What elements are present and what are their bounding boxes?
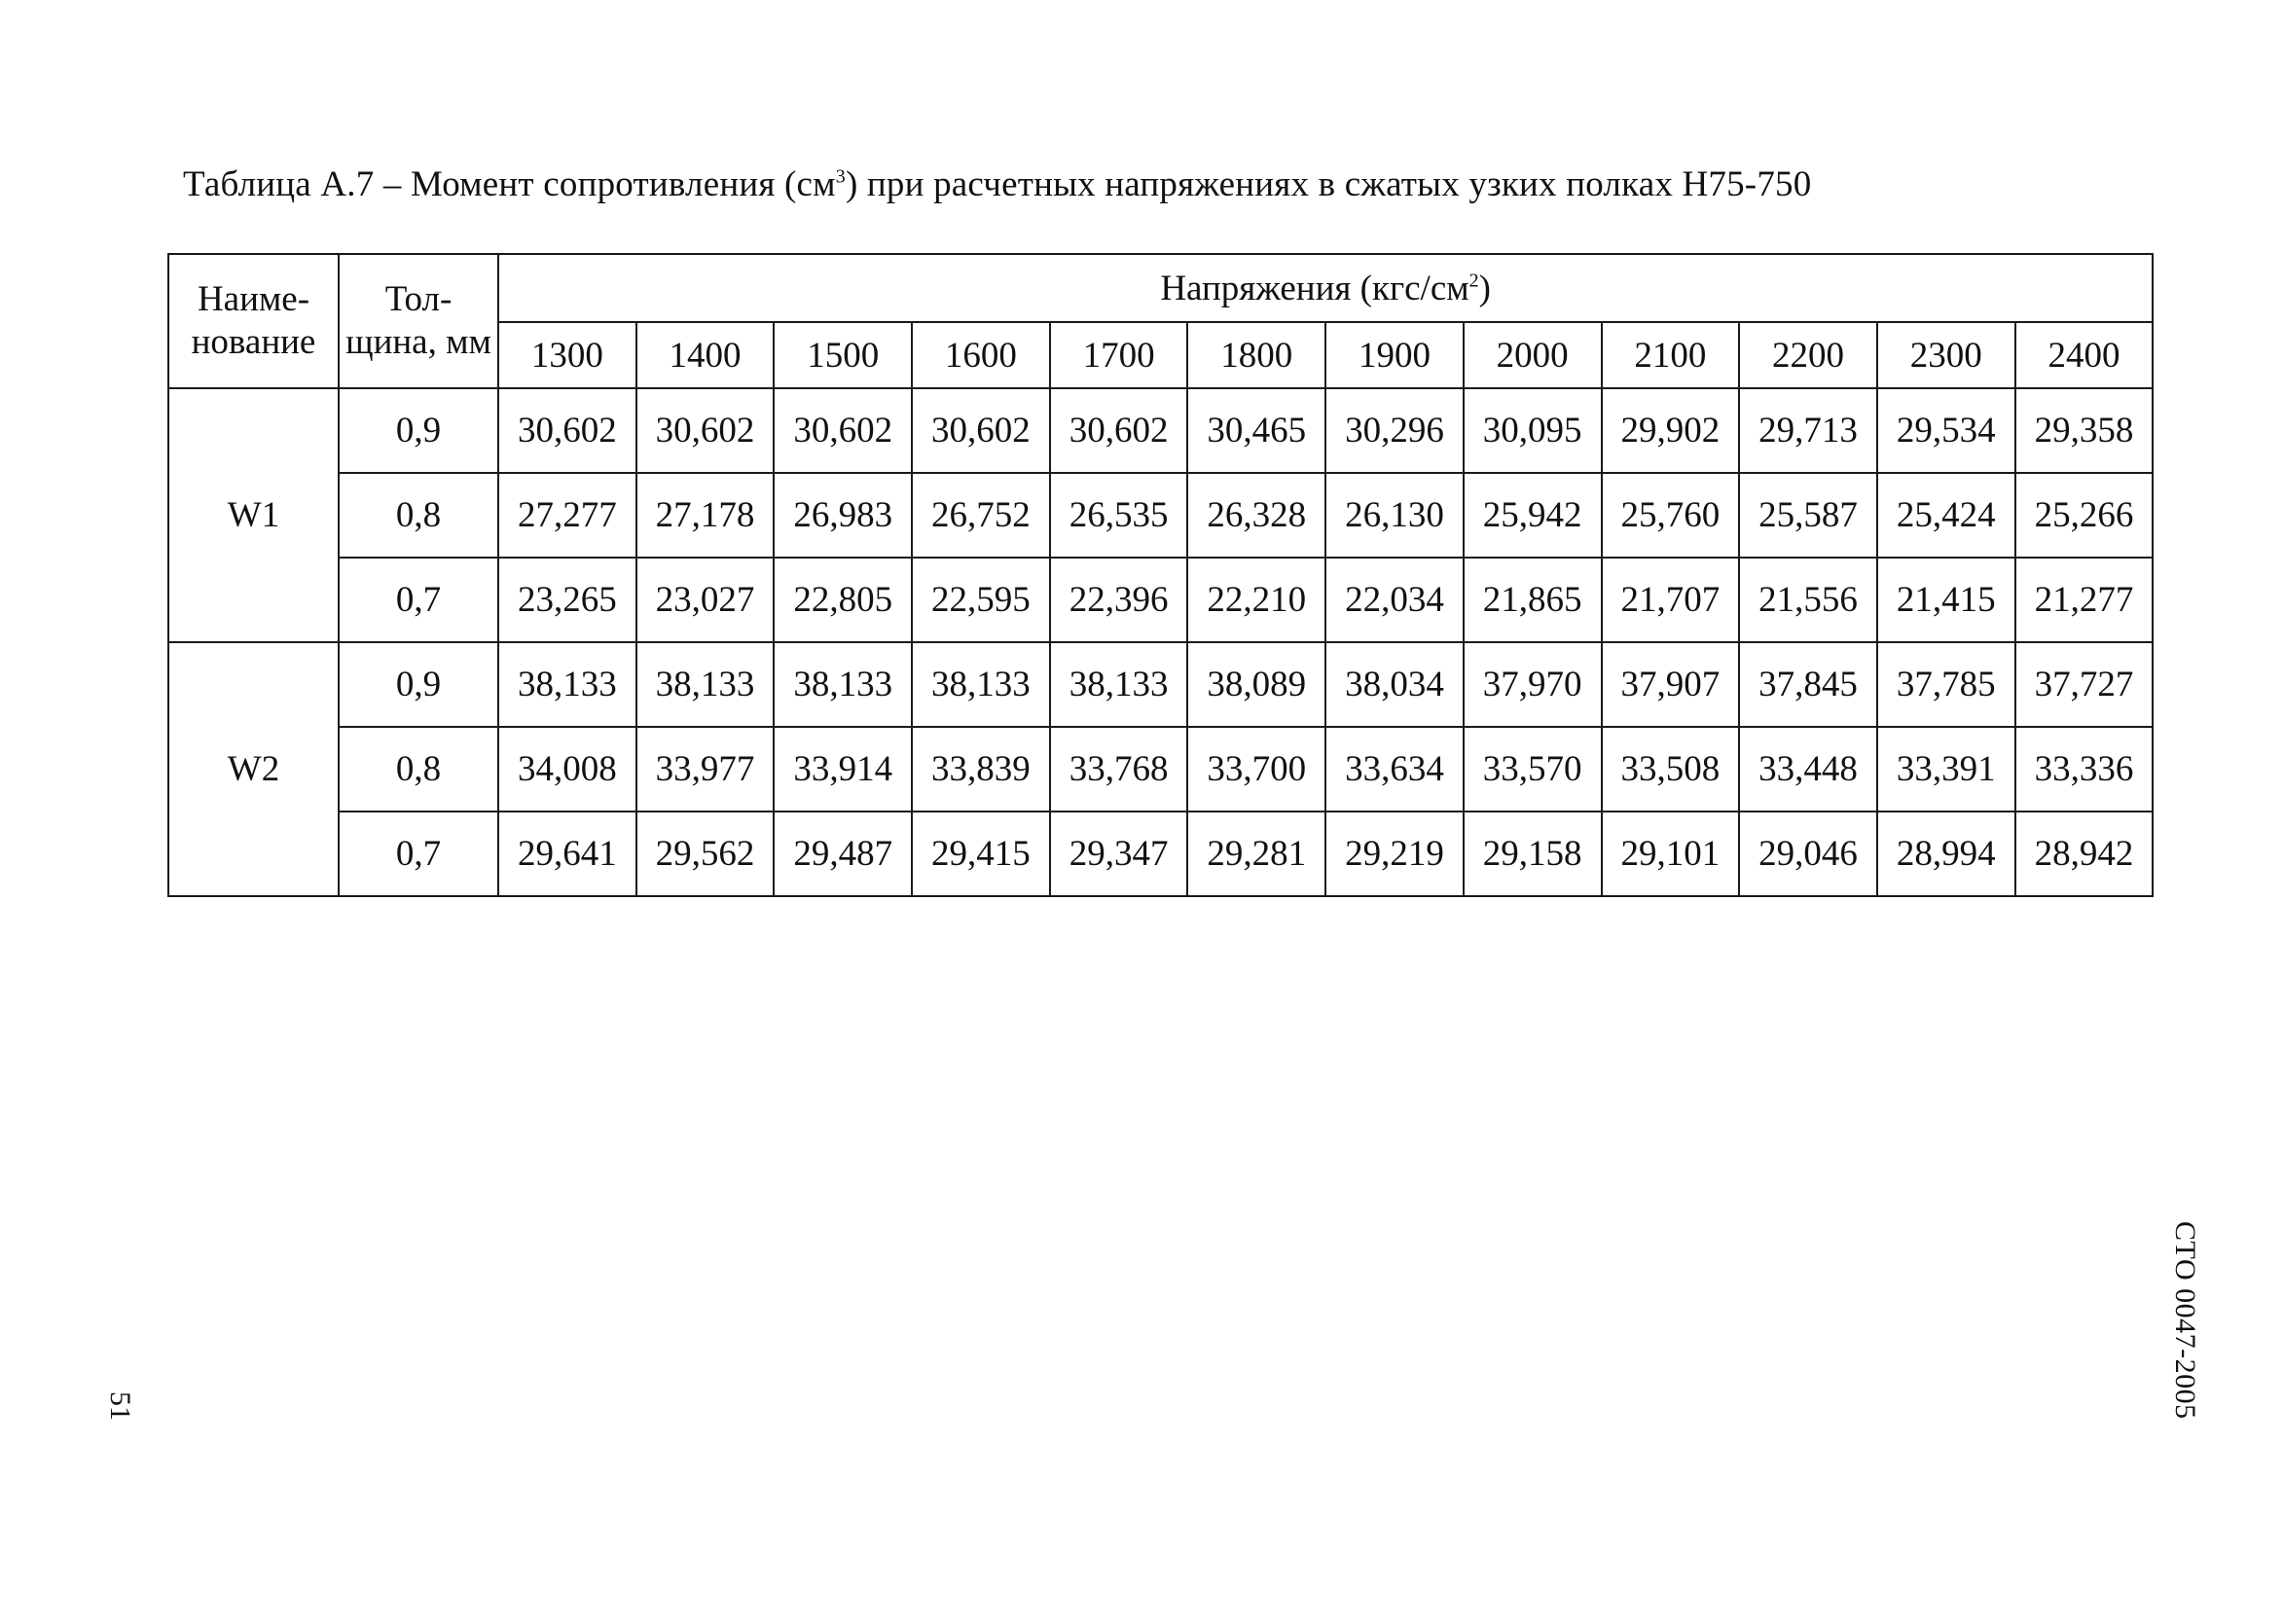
value-cell: 29,902	[1602, 388, 1740, 473]
table-body	[168, 388, 2153, 896]
value-cell: 33,634	[1325, 727, 1464, 812]
header-stress-value: 1600	[912, 322, 1050, 388]
value-cell: 27,277	[498, 473, 636, 558]
page-number: 51	[104, 1391, 136, 1421]
value-cell: 25,587	[1739, 473, 1877, 558]
header-stress-value: 2100	[1602, 322, 1740, 388]
value-cell: 33,700	[1187, 727, 1325, 812]
value-cell: 29,562	[636, 812, 775, 896]
value-cell: 27,178	[636, 473, 775, 558]
value-cell: 29,158	[1464, 812, 1602, 896]
table-row	[168, 642, 2153, 727]
value-cell: 33,336	[2015, 727, 2154, 812]
value-cell: 21,415	[1877, 558, 2015, 642]
value-cell: 22,595	[912, 558, 1050, 642]
value-cell: 29,713	[1739, 388, 1877, 473]
value-cell: 30,296	[1325, 388, 1464, 473]
thickness-cell: 0,8	[339, 473, 498, 558]
value-cell: 33,570	[1464, 727, 1602, 812]
value-cell: 22,396	[1050, 558, 1188, 642]
value-cell: 25,424	[1877, 473, 2015, 558]
value-cell: 37,845	[1739, 642, 1877, 727]
document-code: СТО 0047-2005	[2169, 1221, 2201, 1420]
value-cell: 30,095	[1464, 388, 1602, 473]
value-cell: 29,641	[498, 812, 636, 896]
value-cell: 37,970	[1464, 642, 1602, 727]
header-stress-value: 1500	[774, 322, 912, 388]
header-stress-superscript: 2	[1468, 270, 1479, 292]
value-cell: 29,534	[1877, 388, 2015, 473]
header-stress-close: )	[1478, 268, 1491, 308]
table-row	[168, 388, 2153, 473]
value-cell: 23,027	[636, 558, 775, 642]
value-cell: 37,907	[1602, 642, 1740, 727]
header-stress-value: 1300	[498, 322, 636, 388]
header-thickness: Тол-щина, мм	[339, 254, 498, 388]
thickness-cell: 0,8	[339, 727, 498, 812]
value-cell: 23,265	[498, 558, 636, 642]
value-cell: 28,942	[2015, 812, 2154, 896]
value-cell: 33,448	[1739, 727, 1877, 812]
value-cell: 21,865	[1464, 558, 1602, 642]
value-cell: 25,266	[2015, 473, 2154, 558]
value-cell: 28,994	[1877, 812, 2015, 896]
value-cell: 21,707	[1602, 558, 1740, 642]
thickness-cell: 0,9	[339, 642, 498, 727]
value-cell: 30,465	[1187, 388, 1325, 473]
value-cell: 29,101	[1602, 812, 1740, 896]
value-cell: 34,008	[498, 727, 636, 812]
value-cell: 30,602	[774, 388, 912, 473]
value-cell: 26,535	[1050, 473, 1188, 558]
value-cell: 38,133	[636, 642, 775, 727]
header-stress-value: 1800	[1187, 322, 1325, 388]
thickness-cell: 0,7	[339, 812, 498, 896]
table-row	[168, 727, 2153, 812]
header-stress-value: 2200	[1739, 322, 1877, 388]
value-cell: 38,133	[1050, 642, 1188, 727]
value-cell: 37,785	[1877, 642, 2015, 727]
value-cell: 22,210	[1187, 558, 1325, 642]
value-cell: 26,328	[1187, 473, 1325, 558]
value-cell: 29,415	[912, 812, 1050, 896]
caption-text: Таблица А.7 – Момент сопротивления (см	[183, 164, 836, 204]
value-cell: 22,805	[774, 558, 912, 642]
value-cell: 33,391	[1877, 727, 2015, 812]
value-cell: 38,034	[1325, 642, 1464, 727]
header-stress-value: 1900	[1325, 322, 1464, 388]
group-name-cell: W2	[168, 642, 339, 896]
header-stress-value: 2400	[2015, 322, 2154, 388]
header-name: Наиме-нование	[168, 254, 339, 388]
value-cell: 29,219	[1325, 812, 1464, 896]
table-caption	[183, 163, 1811, 205]
value-cell: 26,130	[1325, 473, 1464, 558]
header-stress-value: 2300	[1877, 322, 2015, 388]
value-cell: 37,727	[2015, 642, 2154, 727]
header-stress-value: 2000	[1464, 322, 1602, 388]
value-cell: 21,556	[1739, 558, 1877, 642]
header-stress-value: 1700	[1050, 322, 1188, 388]
header-row-top	[168, 254, 2153, 322]
value-cell: 29,347	[1050, 812, 1188, 896]
header-stress-value: 1400	[636, 322, 775, 388]
value-cell: 26,752	[912, 473, 1050, 558]
value-cell: 33,977	[636, 727, 775, 812]
caption-text-end: ) при расчетных напряжениях в сжатых узких полках Н75-750	[845, 164, 1812, 204]
value-cell: 22,034	[1325, 558, 1464, 642]
header-stress	[498, 254, 2153, 322]
table-header	[168, 254, 2153, 388]
value-cell: 29,281	[1187, 812, 1325, 896]
value-cell: 30,602	[1050, 388, 1188, 473]
group-name-cell: W1	[168, 388, 339, 642]
thickness-cell: 0,9	[339, 388, 498, 473]
value-cell: 33,508	[1602, 727, 1740, 812]
value-cell: 29,046	[1739, 812, 1877, 896]
value-cell: 33,839	[912, 727, 1050, 812]
value-cell: 25,942	[1464, 473, 1602, 558]
header-stress-text: Напряжения (кгс/см	[1160, 268, 1469, 308]
value-cell: 38,133	[774, 642, 912, 727]
value-cell: 29,487	[774, 812, 912, 896]
value-cell: 33,768	[1050, 727, 1188, 812]
thickness-cell: 0,7	[339, 558, 498, 642]
value-cell: 38,089	[1187, 642, 1325, 727]
caption-superscript: 3	[835, 165, 846, 188]
value-cell: 38,133	[912, 642, 1050, 727]
value-cell: 21,277	[2015, 558, 2154, 642]
value-cell: 30,602	[636, 388, 775, 473]
value-cell: 33,914	[774, 727, 912, 812]
value-cell: 25,760	[1602, 473, 1740, 558]
value-cell: 30,602	[912, 388, 1050, 473]
value-cell: 38,133	[498, 642, 636, 727]
value-cell: 29,358	[2015, 388, 2154, 473]
table-row	[168, 558, 2153, 642]
table-row	[168, 812, 2153, 896]
table-row	[168, 473, 2153, 558]
value-cell: 30,602	[498, 388, 636, 473]
section-modulus-table	[167, 253, 2154, 897]
value-cell: 26,983	[774, 473, 912, 558]
